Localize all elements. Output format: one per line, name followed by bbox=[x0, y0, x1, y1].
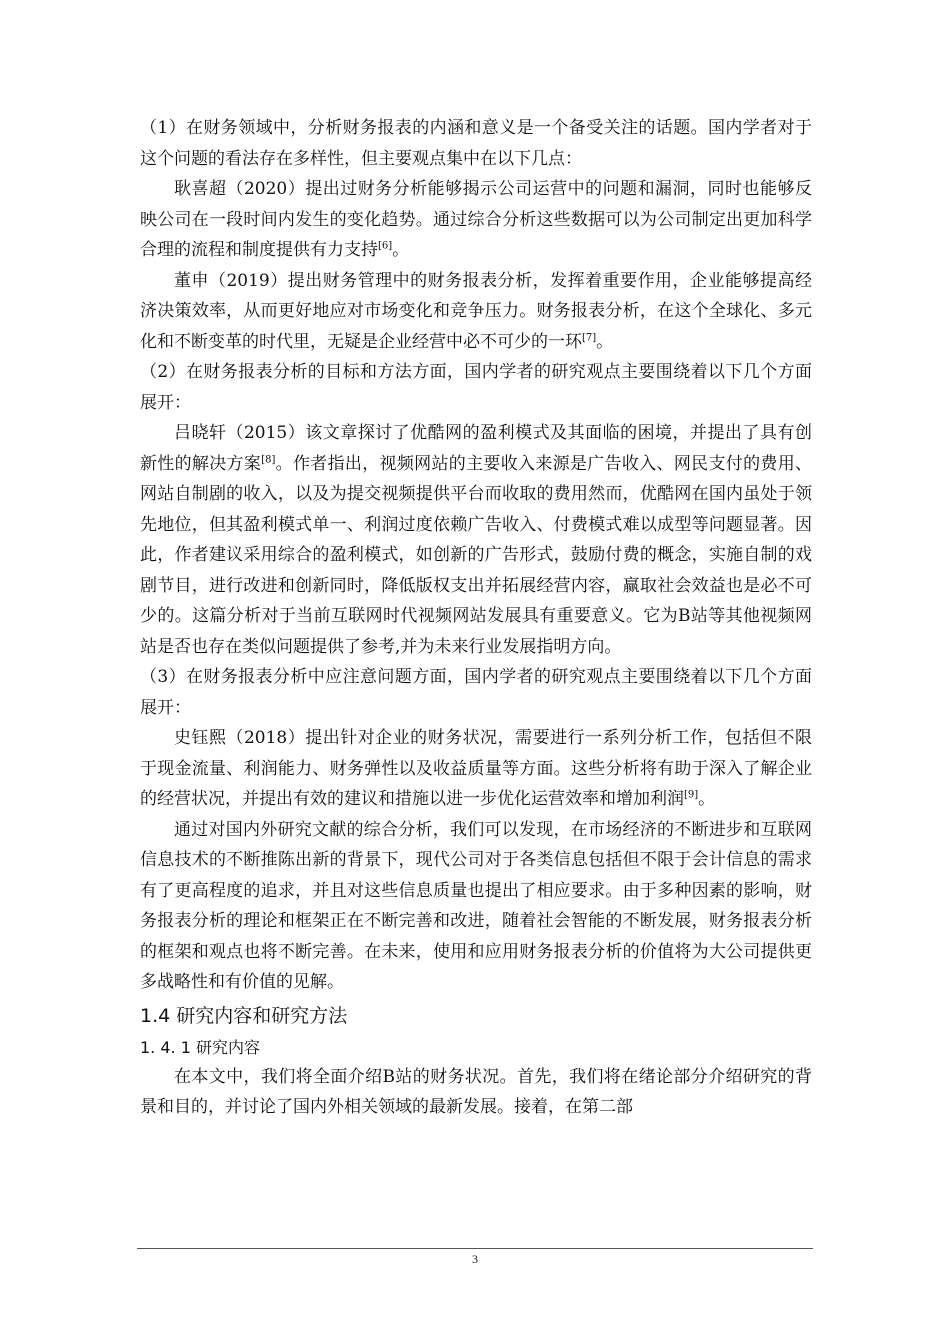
citation-ref: [9] bbox=[684, 789, 699, 801]
page-number: 3 bbox=[472, 1252, 478, 1266]
paragraph-lv-xiaoxuan bbox=[140, 418, 812, 662]
paragraph-dong-shen bbox=[140, 266, 812, 358]
paragraph-text: 吕晓轩（2015）该文章探讨了优酷网的盈利模式及其面临的困境，并提出了具有创新性的解决方案 bbox=[140, 423, 812, 474]
footer-divider bbox=[137, 1248, 813, 1249]
paragraph-domestic-view-3: （3）在财务报表分析中应注意问题方面，国内学者的研究观点主要围绕着以下几个方面展开： bbox=[140, 667, 812, 718]
paragraph-text: 史钰熙（2018）提出针对企业的财务状况，需要进行一系列分析工作，包括但不限于现金流量、利润能力、财务弹性以及收益质量等方面。这些分析将有助于深入了解企业的经营状况，并提出有效的建议和措施以进一步优化运营效率和增加利润 bbox=[140, 728, 812, 809]
citation-ref: [6] bbox=[378, 240, 393, 252]
paragraph-tail: 。 bbox=[596, 331, 614, 352]
section-heading: 1.4 研究内容和研究方法 bbox=[140, 1004, 348, 1027]
paragraph-research-content: 在本文中，我们将全面介绍B站的财务状况。首先，我们将在绪论部分介绍研究的背景和目的，并讨论了国内外相关领域的最新发展。接着，在第二部 bbox=[140, 1066, 812, 1117]
paragraph-text: 董申（2019）提出财务管理中的财务报表分析，发挥着重要作用，企业能够提高经济决策效率，从而更好地应对市场变化和竞争压力。财务报表分析，在这个全球化、多元化和不断变革的时代里，无疑是企业经营中必不可少的一环 bbox=[140, 270, 812, 352]
citation-ref: [8] bbox=[261, 453, 276, 465]
page-body bbox=[140, 113, 812, 1123]
paragraph-geng-xichao bbox=[140, 174, 812, 266]
paragraph-shi-yuxi bbox=[140, 723, 812, 815]
paragraph-domestic-view-2: （2）在财务报表分析的目标和方法方面，国内学者的研究观点主要围绕着以下几个方面展开： bbox=[140, 362, 812, 413]
citation-ref: [7] bbox=[582, 331, 597, 343]
paragraph-summary: 通过对国内外研究文献的综合分析，我们可以发现，在市场经济的不断进步和互联网信息技术的不断推陈出新的背景下，现代公司对于各类信息包括但不限于会计信息的需求有了更高程度的追求，并且对这些信息质量也提出了相应要求。由于多种因素的影响，财务报表分析的理论和框架正在不断完善和改进，随着社会智能的不断发展，财务报表分析的框架和观点也将不断完善。在未来，使用和应用财务报表分析的价值将为大公司提供更多战略性和有价值的见解。 bbox=[140, 819, 812, 992]
paragraph-text: 耿喜超（2020）提出过财务分析能够揭示公司运营中的问题和漏洞，同时也能够反映公司在一段时间内发生的变化趋势。通过综合分析这些数据可以为公司制定出更加科学合理的流程和制度提供有力支持 bbox=[140, 179, 812, 260]
subsection-heading: 1. 4. 1 研究内容 bbox=[140, 1037, 260, 1057]
paragraph-tail: 。作者指出，视频网站的主要收入来源是广告收入、网民支付的费用、网站自制剧的收入，以及为提交视频提供平台而收取的费用然而，优酷网在国内虽处于领先地位，但其盈利模式单一、利润过度依赖广告收入、付费模式难以成型等问题显著。因此，作者建议采用综合的盈利模式，如创新的广告形式，鼓励付费的概念，实施自制的戏剧节目，进行改进和创新同时，降低版权支出并拓展经营内容，赢取社会效益也是必不可少的。这篇分析对于当前互联网时代视频网站发展具有重要意义。它为B站等其他视频网站是否也存在类似问题提供了参考,并为未来行业发展指明方向。 bbox=[140, 453, 813, 657]
paragraph-domestic-view-1: （1）在财务领域中，分析财务报表的内涵和意义是一个备受关注的话题。国内学者对于这个问题的看法存在多样性，但主要观点集中在以下几点： bbox=[140, 118, 812, 169]
paragraph-tail: 。 bbox=[698, 789, 716, 809]
paragraph-tail: 。 bbox=[392, 240, 410, 260]
